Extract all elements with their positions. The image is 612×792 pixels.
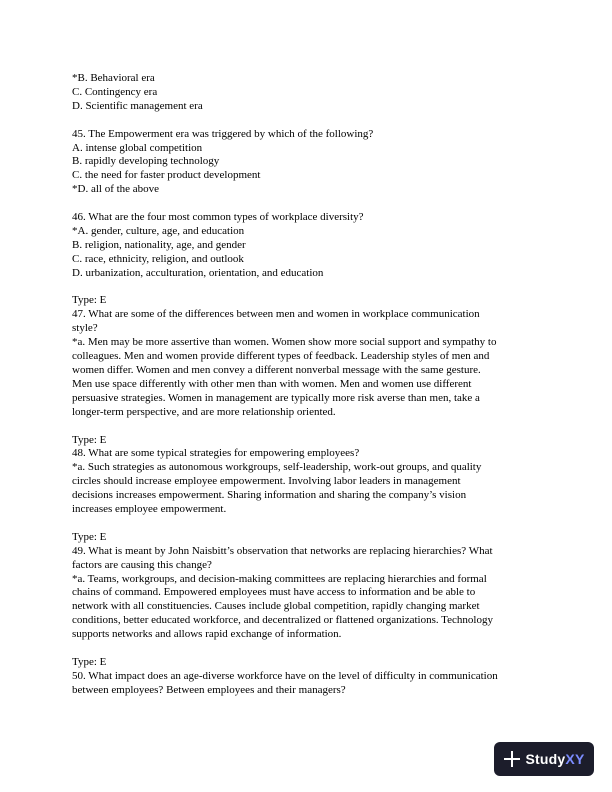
question-45: [72, 128, 550, 198]
question-text: 50. What impact does an age-diverse workforce have on the level of difficulty in communication: [72, 669, 498, 682]
question-text: 47. What are some of the differences between men and women in workplace communication: [72, 308, 480, 321]
option-text: C. Contingency era: [72, 85, 158, 98]
question-44-options: [72, 72, 550, 114]
plus-icon: [504, 751, 520, 767]
option-text: *A. gender, culture, age, and education: [72, 224, 245, 237]
question-text: between employees? Between employees and their managers?: [72, 683, 346, 696]
option-text: B. religion, nationality, age, and gender: [72, 238, 246, 251]
question-47: [72, 294, 550, 419]
question-text: style?: [72, 322, 98, 335]
question-type: Type: E: [72, 655, 107, 668]
option-text: B. rapidly developing technology: [72, 155, 220, 168]
question-46: [72, 211, 550, 281]
brand-name: [526, 751, 585, 767]
question-48: [72, 434, 550, 517]
option-text: A. intense global competition: [72, 141, 203, 154]
question-type: Type: E: [72, 530, 107, 543]
option-text: C. the need for faster product development: [72, 169, 261, 182]
answer-text: persuasive strategies. Women in management are typically more risk averse than men, take a: [72, 391, 480, 404]
answer-text: women differ. Women and men convey a different nonverbal message with the same gesture.: [72, 363, 481, 376]
document-page: [72, 72, 550, 712]
answer-text: *a. Such strategies as autonomous workgroups, self-leadership, work-out groups, and quality: [72, 461, 482, 474]
answer-text: network with all constituencies. Causes include global competition, rapidly changing market: [72, 600, 480, 613]
answer-text: increases employee empowerment.: [72, 503, 227, 516]
answer-text: *a. Men may be more assertive than women. Women show more social support and sympathy to: [72, 336, 497, 349]
question-text: 46. What are the four most common types of workplace diversity?: [72, 211, 364, 224]
answer-text: longer-term perspective, and are more relationship oriented.: [72, 405, 336, 418]
answer-text: Men use space differently with other men than with women. Men and women use different: [72, 377, 472, 390]
option-text: D. urbanization, acculturation, orientation, and education: [72, 266, 324, 279]
answer-text: conditions, better educated workforce, and decentralized or flattened organizations. Technology: [72, 614, 493, 627]
studyxy-watermark[interactable]: [494, 742, 594, 776]
brand-part-1: Study: [525, 751, 566, 767]
question-text: 45. The Empowerment era was triggered by which of the following?: [72, 127, 374, 140]
question-text: 48. What are some typical strategies for empowering employees?: [72, 447, 360, 460]
question-50: [72, 656, 550, 698]
brand-part-2: XY: [565, 751, 585, 767]
answer-text: decisions increases empowerment. Sharing information and sharing the company’s vision: [72, 489, 467, 502]
answer-text: colleagues. Men and women provide different types of feedback. Leadership styles of men and: [72, 350, 490, 363]
answer-text: *a. Teams, workgroups, and decision-making committees are replacing hierarchies and formal: [72, 572, 487, 585]
option-text: *B. Behavioral era: [72, 72, 155, 84]
question-text: factors are causing this change?: [72, 558, 212, 571]
question-text: 49. What is meant by John Naisbitt’s observation that networks are replacing hierarchies? What: [72, 544, 493, 557]
option-text: C. race, ethnicity, religion, and outlook: [72, 252, 244, 265]
question-49: [72, 531, 550, 642]
question-type: Type: E: [72, 294, 107, 307]
question-type: Type: E: [72, 433, 107, 446]
answer-text: supports networks and allows rapid exchange of information.: [72, 628, 342, 641]
answer-text: circles should increase employee empowerment. Involving labor leaders in management: [72, 475, 461, 488]
option-text: D. Scientific management era: [72, 99, 203, 112]
option-text: *D. all of the above: [72, 183, 160, 196]
answer-text: chains of command. Empowered employees must have access to information and be able to: [72, 586, 476, 599]
